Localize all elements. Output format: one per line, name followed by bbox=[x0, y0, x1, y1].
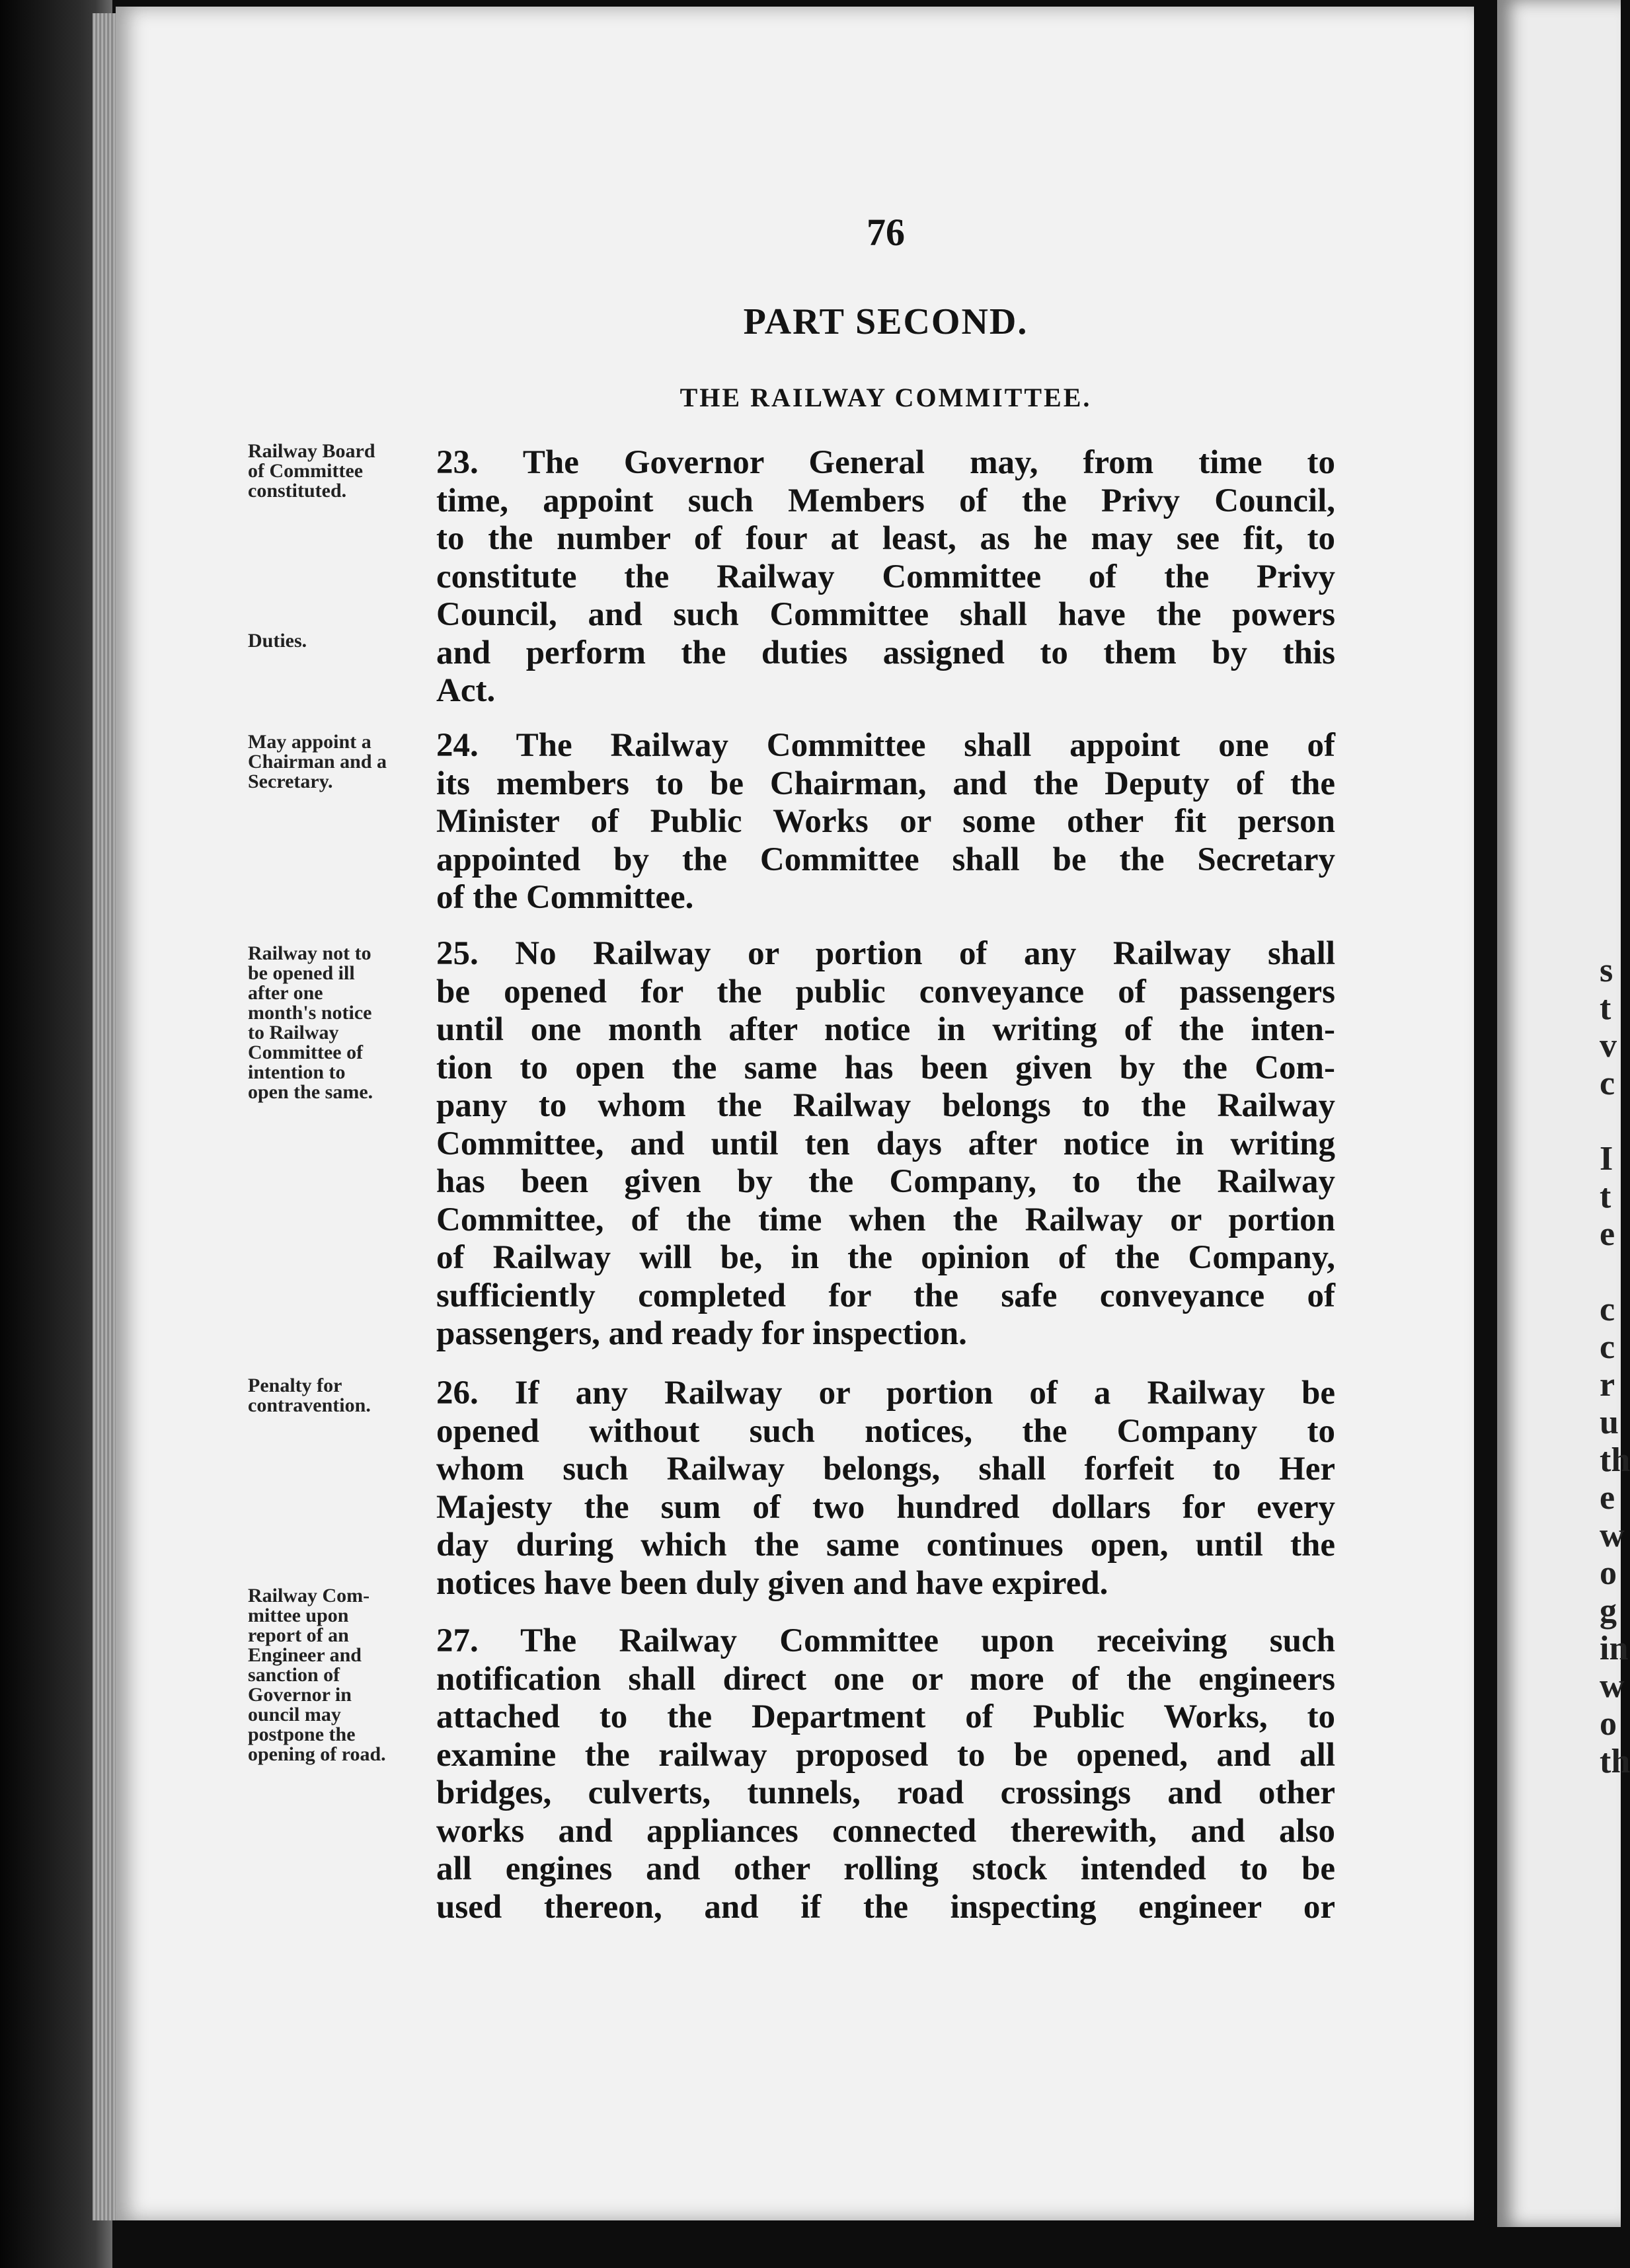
text-line: passengers, and ready for inspection. bbox=[436, 1315, 967, 1352]
margin-note: Duties. bbox=[248, 630, 307, 652]
margin-note: Railway Board of Committee constituted. bbox=[248, 440, 375, 502]
margin-note: Railway Com- mittee upon report of an Engineer and sanction of Governor in ouncil may postpone the opening of road. bbox=[248, 1585, 386, 1765]
text-line: notices have been duly given and have expired. bbox=[436, 1564, 1108, 1602]
margin-note: Railway not to be opened ill after one month's notice to Railway Committee of intention to open the same. bbox=[248, 942, 373, 1103]
text-line: works and appliances connected therewith, and also bbox=[436, 1812, 1335, 1850]
text-line: and perform the duties assigned to them by this bbox=[436, 634, 1335, 671]
text-line: tion to open the same has been given by the Com- bbox=[436, 1049, 1335, 1086]
text-line: whom such Railway belongs, shall forfeit to Her bbox=[436, 1451, 1335, 1488]
page-stack-edge bbox=[93, 13, 119, 2220]
section-26 bbox=[436, 1375, 1335, 1603]
text-line: Minister of Public Works or some other fit person bbox=[436, 803, 1335, 840]
text-line: notification shall direct one or more of the engineers bbox=[436, 1660, 1335, 1698]
margin-note: May appoint a Chairman and a Secretary. bbox=[248, 731, 387, 792]
text-line: pany to whom the Railway belongs to the Railway bbox=[436, 1087, 1335, 1124]
part-title: PART SECOND. bbox=[743, 301, 1028, 342]
text-line: bridges, culverts, tunnels, road crossings and other bbox=[436, 1774, 1335, 1811]
text-line: used thereon, and if the inspecting engineer or bbox=[436, 1888, 1335, 1926]
text-line: Act. bbox=[436, 672, 496, 709]
text-line: 25. No Railway or portion of any Railway shall bbox=[436, 935, 1335, 972]
text-line: constitute the Railway Committee of the Privy bbox=[436, 558, 1335, 595]
text-line: 23. The Governor General may, from time to bbox=[436, 444, 1335, 481]
text-line: Majesty the sum of two hundred dollars for every bbox=[436, 1488, 1335, 1526]
text-line: until one month after notice in writing of the inten- bbox=[436, 1011, 1335, 1048]
margin-note: Penalty for contravention. bbox=[248, 1375, 371, 1416]
section-25 bbox=[436, 935, 1335, 1353]
text-line: 24. The Railway Committee shall appoint one of bbox=[436, 727, 1335, 764]
text-line: sufficiently completed for the safe conveyance of bbox=[436, 1277, 1335, 1314]
text-line: appointed by the Committee shall be the Secretary bbox=[436, 841, 1335, 878]
section-title: THE RAILWAY COMMITTEE. bbox=[679, 383, 1092, 412]
section-23 bbox=[436, 444, 1335, 710]
text-line: all engines and other rolling stock intended to be bbox=[436, 1850, 1335, 1887]
text-line: day during which the same continues open, until the bbox=[436, 1527, 1335, 1564]
text-line: 27. The Railway Committee upon receiving such bbox=[436, 1622, 1335, 1659]
text-line: time, appoint such Members of the Privy Council, bbox=[436, 482, 1335, 519]
page-number: 76 bbox=[867, 211, 905, 254]
text-line: of Railway will be, in the opinion of the Company, bbox=[436, 1239, 1335, 1276]
text-line: opened without such notices, the Company to bbox=[436, 1412, 1335, 1450]
section-27 bbox=[436, 1622, 1335, 1926]
text-line: has been given by the Company, to the Railway bbox=[436, 1163, 1335, 1200]
text-line: examine the railway proposed to be opened, and all bbox=[436, 1736, 1335, 1774]
facing-page-text-fragments: s t v c I t e c c r u th e w o g in w o th bbox=[1600, 952, 1630, 1780]
text-line: of the Committee. bbox=[436, 879, 694, 916]
text-line: Council, and such Committee shall have the powers bbox=[436, 596, 1335, 633]
text-line: its members to be Chairman, and the Deputy of the bbox=[436, 765, 1335, 802]
text-line: be opened for the public conveyance of passengers bbox=[436, 973, 1335, 1010]
text-line: Committee, of the time when the Railway or portion bbox=[436, 1201, 1335, 1238]
section-24 bbox=[436, 727, 1335, 917]
text-line: 26. If any Railway or portion of a Railway be bbox=[436, 1375, 1335, 1412]
text-line: Committee, and until ten days after notice in writing bbox=[436, 1125, 1335, 1162]
text-line: attached to the Department of Public Works, to bbox=[436, 1698, 1335, 1735]
text-line: to the number of four at least, as he may see fit, to bbox=[436, 520, 1335, 557]
